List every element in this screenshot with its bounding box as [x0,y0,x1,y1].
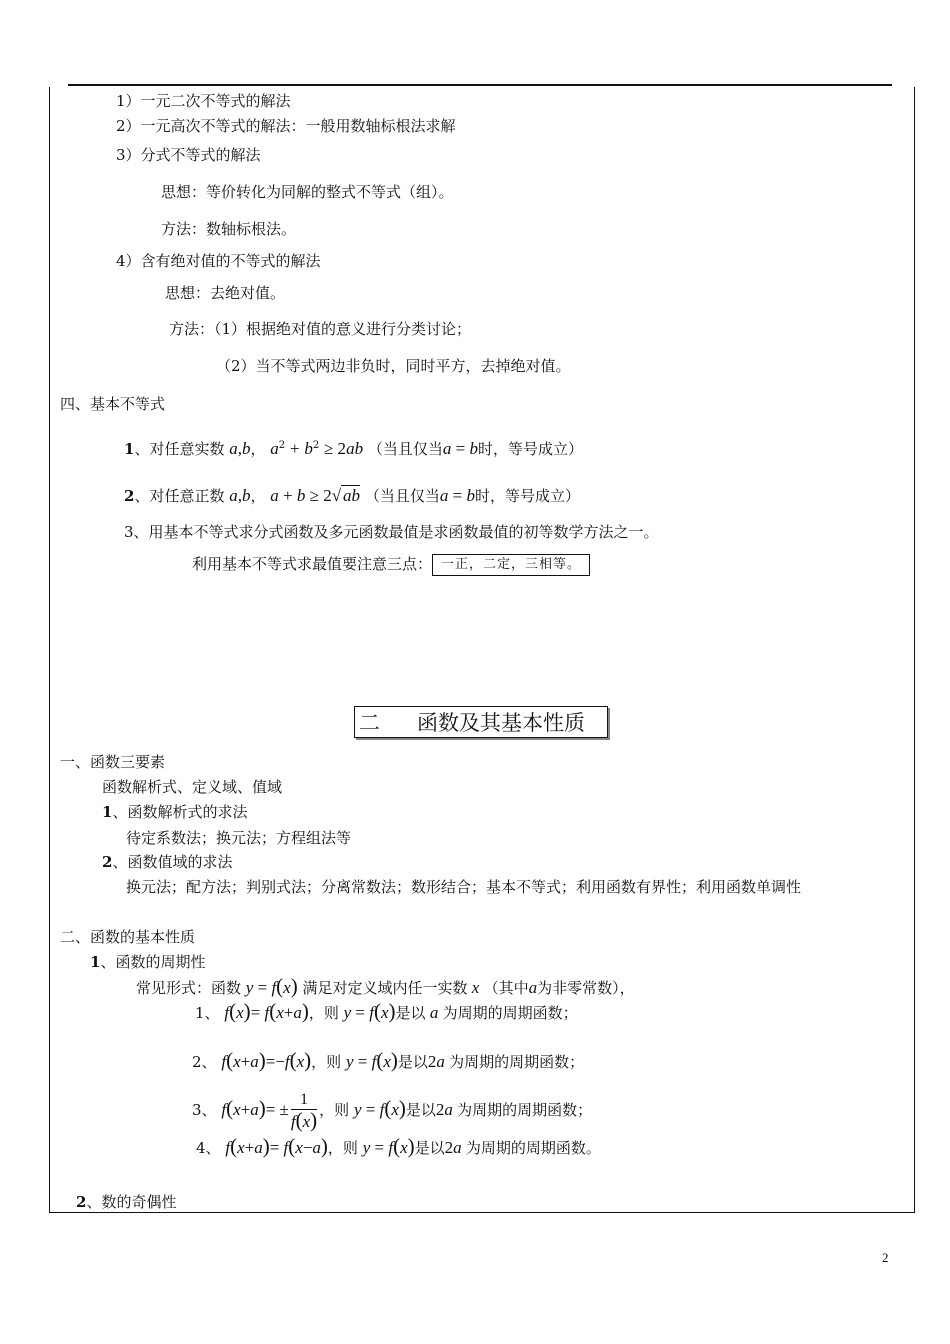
line-absolute: 4）含有绝对值的不等式的解法 [116,252,321,270]
line-idea-2: 思想：去绝对值。 [165,284,286,302]
line-elements: 函数解析式、定义域、值域 [102,778,283,796]
heading-basic-properties: 二、函数的基本性质 [60,928,196,946]
basic-inequality-3: 3、用基本不等式求分式函数及多元函数最值是求函数最值的初等数学方法之一。 [124,523,659,541]
line-high-order: 2）一元高次不等式的解法：一般用数轴标根法求解 [116,117,456,135]
heading-basic-inequality: 四、基本不等式 [60,395,166,413]
line-method-2: 方法：（1）根据绝对值的意义进行分类讨论； [169,320,472,338]
line-idea-1: 思想：等价转化为同解的整式不等式（组）。 [161,183,454,201]
formula-3: 3、 f(x+a)= ± $\frac{1}{f(x)}$ ，则 y = f(x)是以2a 为周期的周期函数； [192,1090,593,1132]
line-analytic: 1、函数解析式的求法 [102,803,248,821]
line-common-forms: 常见形式：函数 y = f(x) 满足对定义域内任一实数 x （其中a为非零常数）， [136,974,635,998]
three-points-box: 一正，二定，三相等。 [432,554,590,576]
basic-inequality-2: 2、对任意正数 a,b， a + b ≥ 2√ ab （当且仅当a = b时，等号成立） [124,486,580,505]
section-title: 二 函数及其基本性质 [354,706,608,738]
formula-1: 1、 f(x)= f(x+a)，则 y = f(x)是以 a 为周期的周期函数； [195,999,578,1023]
three-points-line: 利用基本不等式求最值要注意三点： 一正，二定，三相等。 [192,554,590,576]
formula-4: 4、 f(x+a)= f(x−a)，则 y = f(x)是以2a 为周期的周期函数。 [196,1134,601,1158]
line-range-methods: 换元法；配方法；判别式法；分离常数法；数形结合；基本不等式；利用函数有界性；利用函数单调性 [126,878,802,896]
line-range: 2、函数值域的求法 [102,853,233,871]
line-parity: 2、数的奇偶性 [76,1193,177,1211]
page-number: 2 [882,1250,889,1265]
line-method-2b: （2）当不等式两边非负时，同时平方，去掉绝对值。 [216,357,571,375]
line-method-1: 方法：数轴标根法。 [161,220,297,238]
line-fractional: 3）分式不等式的解法 [116,146,261,164]
header-rule [68,84,892,86]
heading-three-elements: 一、函数三要素 [60,753,166,771]
line-periodicity: 1、函数的周期性 [90,953,206,971]
line-analytic-methods: 待定系数法；换元法；方程组法等 [126,829,352,847]
formula-2: 2、 f(x+a)=−f(x)，则 y = f(x)是以2a 为周期的周期函数； [192,1048,585,1072]
reciprocal-fraction: $\frac{1}{f(x)}$ [290,1090,318,1132]
line-quadratic: 1）一元二次不等式的解法 [116,92,291,110]
basic-inequality-1: 1、对任意实数 a,b， $a^2 + b^2 \ge 2ab$ （当且仅当a = b时，等号成立） [124,439,583,458]
